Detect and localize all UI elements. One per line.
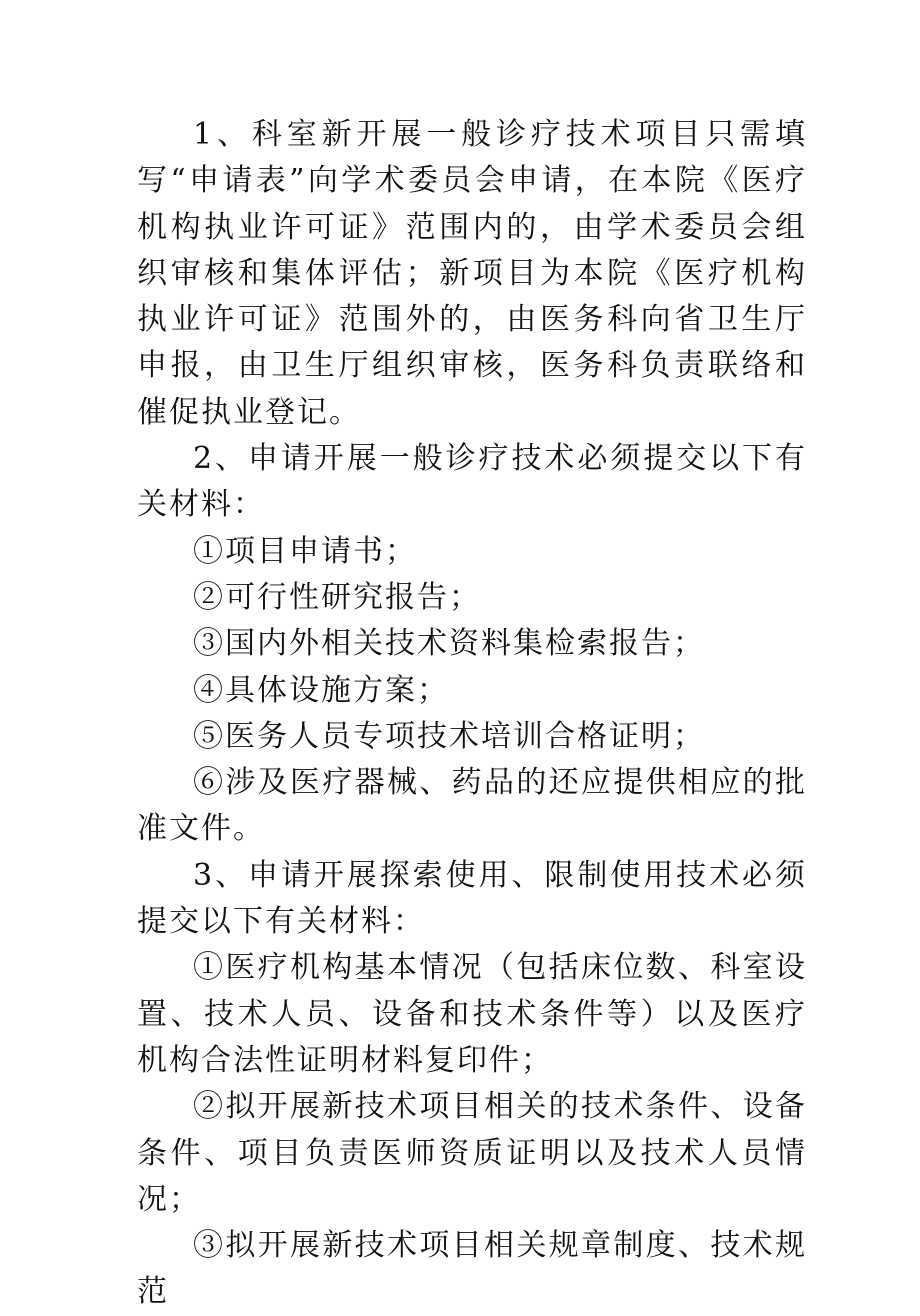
list-item-1: ①项目申请书；	[193, 533, 417, 569]
list-item-5: ⑤医务人员专项技术培训合格证明；	[193, 718, 705, 754]
paragraph-3: 3、申请开展探索使用、限制使用技术必须提交以下有关材料：	[137, 857, 807, 940]
list-item-6: ⑥涉及医疗器械、药品的还应提供相应的批准文件。	[137, 765, 807, 847]
list-item-4: ④具体设施方案；	[193, 672, 449, 708]
list-item-3: ③国内外相关技术资料集检索报告；	[193, 626, 705, 662]
paragraph-1: 1、科室新开展一般诊疗技术项目只需填写“申请表”向学术委员会申请，在本院《医疗机构执业许可证》范围内的，由学术委员会组织审核和集体评估；新项目为本院《医疗机构执业许可证》范围外的，由医务科向省卫生厅申报，由卫生厅组织审核，医务科负责联络和催促执业登记。	[137, 117, 807, 430]
list-item-9: ③拟开展新技术项目相关规章制度、技术规范	[137, 1228, 807, 1310]
paragraph-2: 2、申请开展一般诊疗技术必须提交以下有关材料：	[137, 441, 807, 523]
list-item-8: ②拟开展新技术项目相关的技术条件、设备条件、项目负责医师资质证明以及技术人员情况；	[137, 1089, 807, 1217]
list-item-7: ①医疗机构基本情况（包括床位数、科室设置、技术人员、设备和技术条件等）以及医疗机构合法性证明材料复印件；	[137, 950, 807, 1078]
document-body	[137, 112, 807, 1316]
list-item-2: ②可行性研究报告；	[193, 579, 481, 615]
